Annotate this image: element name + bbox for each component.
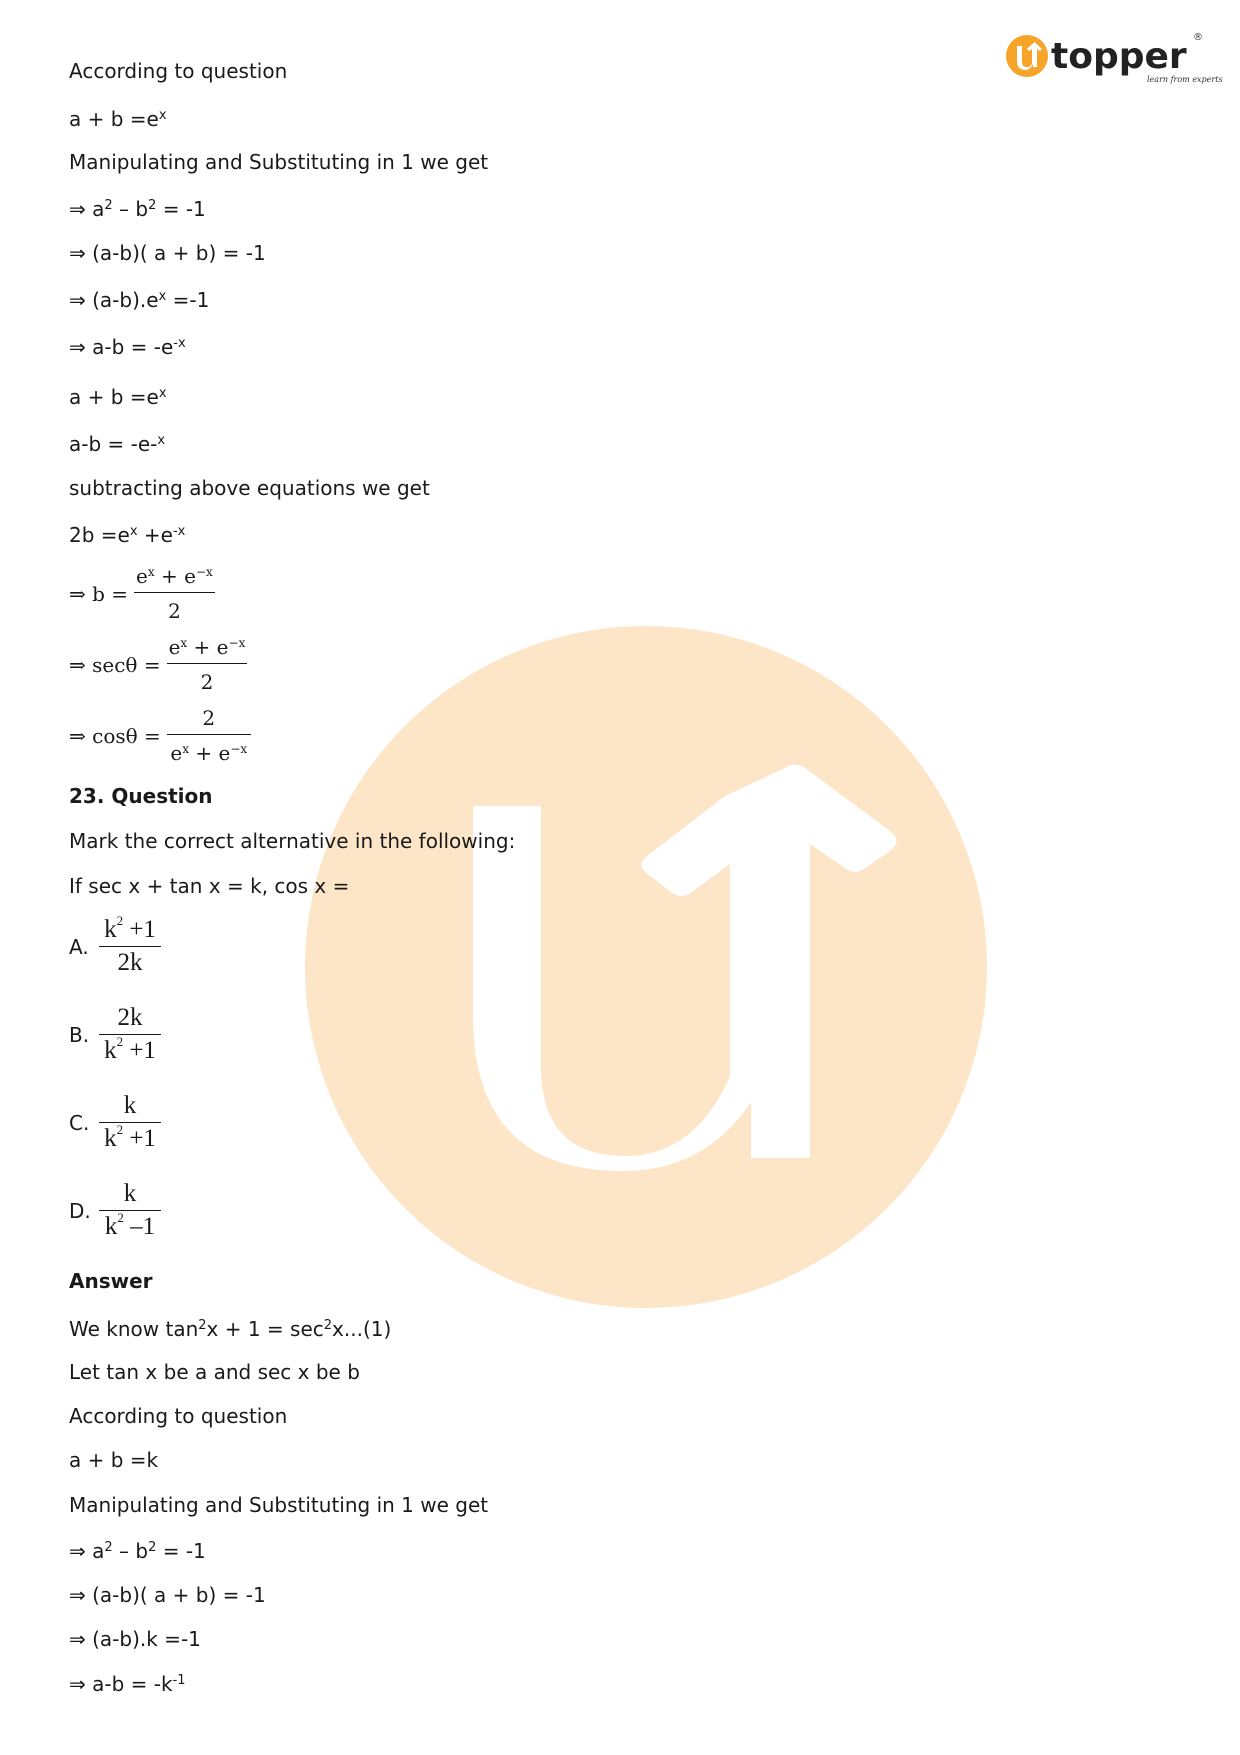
text-line: a + b =k [69, 1448, 159, 1472]
text-line: $a + b =e^x$ [69, 385, 167, 409]
equation-cos: ⇒ cosθ = $\frac{2}{e^x + e^{-x}}$ [69, 706, 251, 765]
fraction: $\frac{e^x + e^{-x}}{2}$ [168, 635, 246, 694]
equation-sec: ⇒ secθ = $\frac{e^x + e^{-x}}{2}$ [69, 635, 246, 694]
logo-tagline: learn from experts [1147, 75, 1223, 84]
text-line: According to question [69, 1404, 288, 1428]
text-line: ⇒ (a-b).k =-1 [69, 1627, 201, 1651]
option-c: C. $\frac{k}{k^2 +1}$ [69, 1092, 161, 1153]
text-line: We know $\tan^2x + 1 = \sec^2x...(1)$ [69, 1317, 392, 1341]
question-instruction: Mark the correct alternative in the following: [69, 829, 516, 853]
text-line: ⇒ (a-b)( a + b) = -1 [69, 241, 266, 265]
registered-mark: ® [1193, 32, 1203, 43]
text-line: ⇒ (a-b)( a + b) = -1 [69, 1583, 266, 1607]
logo-wordmark: topper [1051, 36, 1187, 77]
text-line: According to question [69, 59, 288, 83]
option-b: B. $\frac{2k}{k^2 +1}$ [69, 1004, 161, 1065]
text-line: a-b = -e-$^x$ [69, 432, 166, 456]
fraction: $\frac{2}{e^x + e^{-x}}$ [167, 706, 251, 765]
text-line: subtracting above equations we get [69, 476, 430, 500]
text-line: ⇒ $a-b = -k^{-1}$ [69, 1672, 186, 1696]
answer-heading: Answer [69, 1269, 153, 1293]
text-line: $a + b =e^x$ [69, 107, 167, 131]
option-a: A. $\frac{k^2 +1}{2k}$ [69, 916, 161, 977]
equation-b: ⇒ b = $\frac{e^x + e^{-x}}{2}$ [69, 564, 213, 623]
text-line: ⇒ $a^2 - b^2 = -1$ [69, 197, 206, 221]
fraction: $\frac{e^x + e^{-x}}{2}$ [136, 564, 213, 623]
text-line: ⇒ $a-b = -e^{-x}$ [69, 335, 186, 359]
question-prompt: If sec x + tan x = k, cos x = [69, 874, 350, 898]
question-heading: 23. Question [69, 784, 213, 808]
text-line: Let tan x be a and sec x be b [69, 1360, 360, 1384]
text-line: ⇒ $(a-b).e^x =-1$ [69, 288, 210, 312]
text-line: $2b =e^x +e^{-x}$ [69, 523, 186, 547]
arrow-up-u-watermark-icon [305, 626, 987, 1308]
text-line: Manipulating and Substituting in 1 we get [69, 1493, 489, 1517]
option-d: D. $\frac{k}{k^2 -1}$ [69, 1180, 161, 1241]
text-line: ⇒ $a^2 - b^2 = -1$ [69, 1539, 206, 1563]
topper-logo [1005, 30, 1223, 92]
text-line: Manipulating and Substituting in 1 we get [69, 150, 489, 174]
